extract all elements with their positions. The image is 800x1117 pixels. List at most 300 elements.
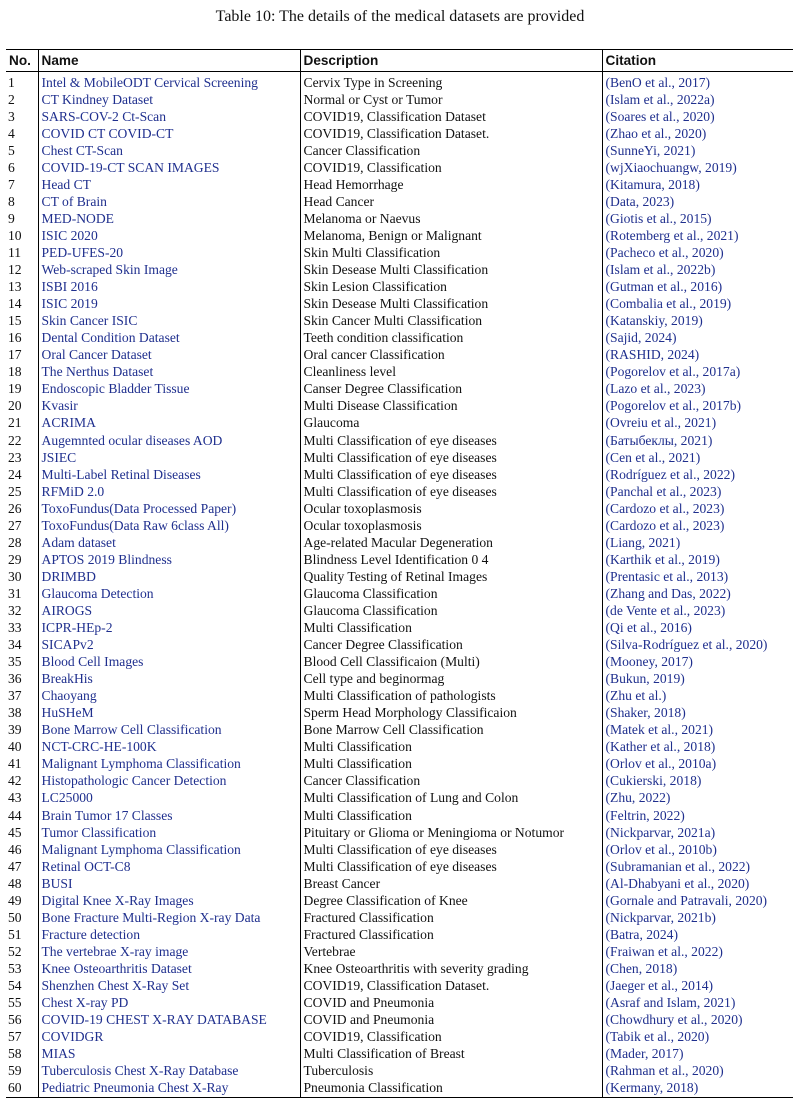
dataset-name[interactable]: Histopathologic Cancer Detection bbox=[38, 773, 300, 790]
table-row bbox=[6, 602, 793, 619]
dataset-description: Normal or Cyst or Tumor bbox=[300, 91, 602, 108]
dataset-name[interactable]: Chaoyang bbox=[38, 688, 300, 705]
row-number: 6 bbox=[8, 159, 15, 175]
table-row bbox=[6, 330, 793, 347]
table-row bbox=[6, 262, 793, 279]
table-row bbox=[6, 892, 793, 909]
dataset-description: Teeth condition classification bbox=[300, 330, 602, 347]
row-number: 14 bbox=[8, 296, 22, 312]
dataset-name[interactable]: RFMiD 2.0 bbox=[38, 483, 300, 500]
dataset-description: Skin Multi Classification bbox=[300, 244, 602, 261]
dataset-description: COVID and Pneumonia bbox=[300, 995, 602, 1012]
dataset-citation[interactable]: (wjXiaochuangw, 2019) bbox=[602, 159, 793, 176]
table-row bbox=[6, 790, 793, 807]
row-number: 44 bbox=[8, 807, 22, 823]
row-number: 38 bbox=[8, 705, 22, 721]
dataset-description: Multi Classification of Lung and Colon bbox=[300, 790, 602, 807]
row-number: 35 bbox=[8, 654, 22, 670]
dataset-description: Multi Classification of eye diseases bbox=[300, 449, 602, 466]
table-row bbox=[6, 517, 793, 534]
dataset-description: Multi Classification of eye diseases bbox=[300, 858, 602, 875]
dataset-citation[interactable]: (Panchal et al., 2023) bbox=[602, 483, 793, 500]
dataset-citation[interactable]: (Nickparvar, 2021b) bbox=[602, 909, 793, 926]
dataset-description: Multi Classification bbox=[300, 807, 602, 824]
dataset-citation[interactable]: (Soares et al., 2020) bbox=[602, 108, 793, 125]
dataset-name[interactable]: The vertebrae X-ray image bbox=[38, 943, 300, 960]
row-number: 16 bbox=[8, 330, 22, 346]
dataset-name[interactable]: Retinal OCT-C8 bbox=[38, 858, 300, 875]
table-row bbox=[6, 347, 793, 364]
row-number: 8 bbox=[8, 193, 15, 209]
dataset-name[interactable]: HuSHeM bbox=[38, 705, 300, 722]
table-row bbox=[6, 671, 793, 688]
dataset-description: Tuberculosis bbox=[300, 1063, 602, 1080]
dataset-citation[interactable]: (Feltrin, 2022) bbox=[602, 807, 793, 824]
dataset-description: Fractured Classification bbox=[300, 926, 602, 943]
table-row bbox=[6, 313, 793, 330]
dataset-description: Skin Desease Multi Classification bbox=[300, 296, 602, 313]
row-number: 33 bbox=[8, 620, 22, 636]
header-no: No. bbox=[9, 53, 31, 68]
dataset-description: Multi Classification bbox=[300, 739, 602, 756]
dataset-name[interactable]: MED-NODE bbox=[38, 210, 300, 227]
dataset-citation[interactable]: (Karthik et al., 2019) bbox=[602, 551, 793, 568]
dataset-description: Vertebrae bbox=[300, 943, 602, 960]
row-number: 7 bbox=[8, 176, 15, 192]
dataset-citation[interactable]: (Gornale and Patravali, 2020) bbox=[602, 892, 793, 909]
dataset-description: Multi Classification of eye diseases bbox=[300, 483, 602, 500]
table-row bbox=[6, 654, 793, 671]
row-number: 30 bbox=[8, 568, 22, 584]
dataset-name[interactable]: COVID-19 CHEST X-RAY DATABASE bbox=[38, 1012, 300, 1029]
row-number: 57 bbox=[8, 1029, 22, 1045]
row-number: 34 bbox=[8, 637, 22, 653]
table-row bbox=[6, 620, 793, 637]
dataset-name[interactable]: ISIC 2019 bbox=[38, 296, 300, 313]
table-row bbox=[6, 568, 793, 585]
dataset-description: Sperm Head Morphology Classificaion bbox=[300, 705, 602, 722]
dataset-citation[interactable]: (Pogorelov et al., 2017b) bbox=[602, 398, 793, 415]
dataset-citation[interactable]: (Jaeger et al., 2014) bbox=[602, 977, 793, 994]
table-row bbox=[6, 244, 793, 261]
row-number: 13 bbox=[8, 279, 22, 295]
dataset-name[interactable]: Web-scraped Skin Image bbox=[38, 262, 300, 279]
row-number: 23 bbox=[8, 449, 22, 465]
dataset-description: Melanoma, Benign or Malignant bbox=[300, 227, 602, 244]
row-number: 42 bbox=[8, 773, 22, 789]
dataset-citation[interactable]: (Prentasic et al., 2013) bbox=[602, 568, 793, 585]
row-number: 31 bbox=[8, 585, 22, 601]
table-body bbox=[6, 72, 793, 1098]
dataset-name[interactable]: Blood Cell Images bbox=[38, 654, 300, 671]
dataset-citation[interactable]: (Batra, 2024) bbox=[602, 926, 793, 943]
dataset-name[interactable]: COVIDGR bbox=[38, 1029, 300, 1046]
table-row bbox=[6, 807, 793, 824]
table-row bbox=[6, 1063, 793, 1080]
table-row bbox=[6, 977, 793, 994]
table-row bbox=[6, 176, 793, 193]
dataset-name[interactable]: Intel & MobileODT Cervical Screening bbox=[38, 72, 300, 92]
dataset-name[interactable]: JSIEC bbox=[38, 449, 300, 466]
dataset-name[interactable]: NCT-CRC-HE-100K bbox=[38, 739, 300, 756]
table-row bbox=[6, 909, 793, 926]
table-row bbox=[6, 858, 793, 875]
dataset-description: Cell type and beginormag bbox=[300, 671, 602, 688]
dataset-citation[interactable]: (Zhu et al.) bbox=[602, 688, 793, 705]
dataset-citation[interactable]: (Giotis et al., 2015) bbox=[602, 210, 793, 227]
row-number: 25 bbox=[8, 483, 22, 499]
dataset-description: Multi Classification of pathologists bbox=[300, 688, 602, 705]
dataset-citation[interactable]: (Al-Dhabyani et al., 2020) bbox=[602, 875, 793, 892]
row-number: 28 bbox=[8, 534, 22, 550]
dataset-name[interactable]: Malignant Lymphoma Classification bbox=[38, 756, 300, 773]
dataset-name[interactable]: Chest X-ray PD bbox=[38, 995, 300, 1012]
dataset-citation[interactable]: (Cardozo et al., 2023) bbox=[602, 517, 793, 534]
table-row bbox=[6, 739, 793, 756]
dataset-description: Glaucoma Classification bbox=[300, 585, 602, 602]
dataset-citation[interactable]: (Matek et al., 2021) bbox=[602, 722, 793, 739]
row-number: 5 bbox=[8, 142, 15, 158]
table-row bbox=[6, 483, 793, 500]
row-number: 56 bbox=[8, 1012, 22, 1028]
dataset-citation[interactable]: (BenO et al., 2017) bbox=[602, 72, 793, 92]
dataset-description: Head Hemorrhage bbox=[300, 176, 602, 193]
dataset-description: Multi Disease Classification bbox=[300, 398, 602, 415]
dataset-citation[interactable]: (Pogorelov et al., 2017a) bbox=[602, 364, 793, 381]
dataset-description: Ocular toxoplasmosis bbox=[300, 500, 602, 517]
row-number: 4 bbox=[8, 125, 15, 141]
dataset-description: Blindness Level Identification 0 4 bbox=[300, 551, 602, 568]
row-number: 36 bbox=[8, 671, 22, 687]
table-row bbox=[6, 210, 793, 227]
dataset-citation[interactable]: (Zhu, 2022) bbox=[602, 790, 793, 807]
dataset-name[interactable]: COVID-19-CT SCAN IMAGES bbox=[38, 159, 300, 176]
dataset-citation[interactable]: (Fraiwan et al., 2022) bbox=[602, 943, 793, 960]
dataset-citation[interactable]: (Islam et al., 2022a) bbox=[602, 91, 793, 108]
row-number: 49 bbox=[8, 892, 22, 908]
row-number: 27 bbox=[8, 517, 22, 533]
dataset-citation[interactable]: (Kitamura, 2018) bbox=[602, 176, 793, 193]
dataset-description: Pneumonia Classification bbox=[300, 1080, 602, 1098]
table-row bbox=[6, 125, 793, 142]
table-row bbox=[6, 688, 793, 705]
table-row bbox=[6, 551, 793, 568]
row-number: 10 bbox=[8, 227, 22, 243]
dataset-description: Multi Classification bbox=[300, 620, 602, 637]
header-name: Name bbox=[38, 50, 300, 72]
row-number: 15 bbox=[8, 313, 22, 329]
dataset-name[interactable]: ISIC 2020 bbox=[38, 227, 300, 244]
dataset-citation[interactable]: (Gutman et al., 2016) bbox=[602, 279, 793, 296]
dataset-name[interactable]: ToxoFundus(Data Processed Paper) bbox=[38, 500, 300, 517]
row-number: 47 bbox=[8, 858, 22, 874]
table-row bbox=[6, 824, 793, 841]
dataset-name[interactable]: Digital Knee X-Ray Images bbox=[38, 892, 300, 909]
row-number: 22 bbox=[8, 432, 22, 448]
dataset-name[interactable]: MIAS bbox=[38, 1046, 300, 1063]
dataset-citation[interactable]: (Cen et al., 2021) bbox=[602, 449, 793, 466]
table-row bbox=[6, 381, 793, 398]
dataset-name[interactable]: Glaucoma Detection bbox=[38, 585, 300, 602]
dataset-name[interactable]: Bone Fracture Multi-Region X-ray Data bbox=[38, 909, 300, 926]
row-number: 60 bbox=[8, 1080, 22, 1096]
dataset-description: Ocular toxoplasmosis bbox=[300, 517, 602, 534]
row-number: 19 bbox=[8, 381, 22, 397]
header-citation: Citation bbox=[602, 50, 793, 72]
dataset-name[interactable]: Fracture detection bbox=[38, 926, 300, 943]
dataset-name[interactable]: AIROGS bbox=[38, 602, 300, 619]
dataset-description: Cancer Degree Classification bbox=[300, 637, 602, 654]
row-number: 1 bbox=[8, 74, 15, 90]
row-number: 45 bbox=[8, 824, 22, 840]
dataset-description: Multi Classification bbox=[300, 756, 602, 773]
dataset-name[interactable]: COVID CT COVID-CT bbox=[38, 125, 300, 142]
table-row bbox=[6, 773, 793, 790]
dataset-citation[interactable]: (Ovreiu et al., 2021) bbox=[602, 415, 793, 432]
dataset-citation[interactable]: (Islam et al., 2022b) bbox=[602, 262, 793, 279]
dataset-description: Quality Testing of Retinal Images bbox=[300, 568, 602, 585]
row-number: 39 bbox=[8, 722, 22, 738]
dataset-name[interactable]: SARS-COV-2 Ct-Scan bbox=[38, 108, 300, 125]
table-row bbox=[6, 398, 793, 415]
dataset-name[interactable]: Kvasir bbox=[38, 398, 300, 415]
dataset-name[interactable]: Dental Condition Dataset bbox=[38, 330, 300, 347]
row-number: 32 bbox=[8, 602, 22, 618]
row-number: 55 bbox=[8, 995, 22, 1011]
dataset-citation[interactable]: (Rodríguez et al., 2022) bbox=[602, 466, 793, 483]
dataset-description: Bone Marrow Cell Classification bbox=[300, 722, 602, 739]
dataset-description: Canser Degree Classification bbox=[300, 381, 602, 398]
table-row bbox=[6, 1080, 793, 1098]
dataset-description: Skin Cancer Multi Classification bbox=[300, 313, 602, 330]
dataset-citation[interactable]: (Chen, 2018) bbox=[602, 960, 793, 977]
dataset-citation[interactable]: (Liang, 2021) bbox=[602, 534, 793, 551]
dataset-name[interactable]: SICAPv2 bbox=[38, 637, 300, 654]
dataset-citation[interactable]: (Mooney, 2017) bbox=[602, 654, 793, 671]
table-row bbox=[6, 108, 793, 125]
row-number: 51 bbox=[8, 926, 22, 942]
dataset-name[interactable]: Skin Cancer ISIC bbox=[38, 313, 300, 330]
dataset-citation[interactable]: (Zhao et al., 2020) bbox=[602, 125, 793, 142]
dataset-citation[interactable]: (Orlov et al., 2010b) bbox=[602, 841, 793, 858]
row-number: 3 bbox=[8, 108, 15, 124]
table-row bbox=[6, 995, 793, 1012]
dataset-name[interactable]: Adam dataset bbox=[38, 534, 300, 551]
dataset-description: Cancer Classification bbox=[300, 773, 602, 790]
dataset-name[interactable]: BreakHis bbox=[38, 671, 300, 688]
table-row bbox=[6, 943, 793, 960]
dataset-name[interactable]: ACRIMA bbox=[38, 415, 300, 432]
row-number: 9 bbox=[8, 210, 15, 226]
table-row bbox=[6, 193, 793, 210]
dataset-citation[interactable]: (Zhang and Das, 2022) bbox=[602, 585, 793, 602]
dataset-name[interactable]: PED-UFES-20 bbox=[38, 244, 300, 261]
dataset-name[interactable]: ICPR-HEp-2 bbox=[38, 620, 300, 637]
dataset-description: Glaucoma bbox=[300, 415, 602, 432]
dataset-description: Glaucoma Classification bbox=[300, 602, 602, 619]
table-row bbox=[6, 91, 793, 108]
table-caption: Table 10: The details of the medical datasets are provided bbox=[215, 8, 585, 25]
dataset-name[interactable]: Knee Osteoarthritis Dataset bbox=[38, 960, 300, 977]
table-row bbox=[6, 72, 793, 92]
dataset-name[interactable]: LC25000 bbox=[38, 790, 300, 807]
dataset-name[interactable]: BUSI bbox=[38, 875, 300, 892]
dataset-citation[interactable]: (Chowdhury et al., 2020) bbox=[602, 1012, 793, 1029]
dataset-description: Multi Classification of eye diseases bbox=[300, 466, 602, 483]
dataset-name[interactable]: Endoscopic Bladder Tissue bbox=[38, 381, 300, 398]
dataset-citation[interactable]: (Data, 2023) bbox=[602, 193, 793, 210]
dataset-citation[interactable]: (Combalia et al., 2019) bbox=[602, 296, 793, 313]
row-number: 59 bbox=[8, 1063, 22, 1079]
table-row bbox=[6, 534, 793, 551]
row-number: 24 bbox=[8, 466, 22, 482]
table-row bbox=[6, 722, 793, 739]
dataset-description: Cancer Classification bbox=[300, 142, 602, 159]
dataset-citation[interactable]: (Orlov et al., 2010a) bbox=[602, 756, 793, 773]
dataset-name[interactable]: Bone Marrow Cell Classification bbox=[38, 722, 300, 739]
table-row bbox=[6, 705, 793, 722]
dataset-description: Pituitary or Glioma or Meningioma or Notumor bbox=[300, 824, 602, 841]
table-row bbox=[6, 637, 793, 654]
row-number: 48 bbox=[8, 875, 22, 891]
header-row bbox=[6, 50, 793, 72]
dataset-citation[interactable]: (SunneYi, 2021) bbox=[602, 142, 793, 159]
table-row bbox=[6, 227, 793, 244]
table-row bbox=[6, 756, 793, 773]
row-number: 11 bbox=[8, 244, 22, 260]
table-row bbox=[6, 875, 793, 892]
dataset-citation[interactable]: (Nickparvar, 2021a) bbox=[602, 824, 793, 841]
dataset-description: COVID19, Classification Dataset bbox=[300, 108, 602, 125]
dataset-citation[interactable]: (Pacheco et al., 2020) bbox=[602, 244, 793, 261]
table-row bbox=[6, 432, 793, 449]
dataset-description: COVID19, Classification Dataset. bbox=[300, 125, 602, 142]
dataset-citation[interactable]: (Rotemberg et al., 2021) bbox=[602, 227, 793, 244]
dataset-citation[interactable]: (Rahman et al., 2020) bbox=[602, 1063, 793, 1080]
dataset-name[interactable]: ToxoFundus(Data Raw 6class All) bbox=[38, 517, 300, 534]
dataset-description: COVID19, Classification bbox=[300, 159, 602, 176]
row-number: 52 bbox=[8, 943, 22, 959]
row-number: 17 bbox=[8, 347, 22, 363]
dataset-description: Skin Lesion Classification bbox=[300, 279, 602, 296]
dataset-name[interactable]: ISBI 2016 bbox=[38, 279, 300, 296]
table-header bbox=[6, 50, 793, 72]
dataset-citation[interactable]: (Kather et al., 2018) bbox=[602, 739, 793, 756]
table-row bbox=[6, 364, 793, 381]
dataset-citation[interactable]: (de Vente et al., 2023) bbox=[602, 602, 793, 619]
dataset-citation[interactable]: (Sajid, 2024) bbox=[602, 330, 793, 347]
row-number: 54 bbox=[8, 978, 22, 993]
table-row bbox=[6, 159, 793, 176]
table-row bbox=[6, 1046, 793, 1063]
dataset-name[interactable]: Tuberculosis Chest X-Ray Database bbox=[38, 1063, 300, 1080]
dataset-name[interactable]: CT Kindney Dataset bbox=[38, 91, 300, 108]
dataset-name[interactable]: Brain Tumor 17 Classes bbox=[38, 807, 300, 824]
dataset-name[interactable]: The Nerthus Dataset bbox=[38, 364, 300, 381]
row-number: 26 bbox=[8, 500, 22, 516]
dataset-citation[interactable]: (Mader, 2017) bbox=[602, 1046, 793, 1063]
dataset-name[interactable]: Oral Cancer Dataset bbox=[38, 347, 300, 364]
dataset-citation[interactable]: (Tabik et al., 2020) bbox=[602, 1029, 793, 1046]
dataset-description: Cleanliness level bbox=[300, 364, 602, 381]
dataset-description: Skin Desease Multi Classification bbox=[300, 262, 602, 279]
dataset-name[interactable]: Head CT bbox=[38, 176, 300, 193]
dataset-citation[interactable]: (Lazo et al., 2023) bbox=[602, 381, 793, 398]
table-row bbox=[6, 415, 793, 432]
table-row bbox=[6, 585, 793, 602]
dataset-description: Head Cancer bbox=[300, 193, 602, 210]
dataset-name[interactable]: CT of Brain bbox=[38, 193, 300, 210]
dataset-description: Multi Classification of eye diseases bbox=[300, 841, 602, 858]
dataset-description: Melanoma or Naevus bbox=[300, 210, 602, 227]
dataset-name[interactable]: Shenzhen Chest X-Ray Set bbox=[38, 977, 300, 994]
table-row bbox=[6, 296, 793, 313]
dataset-description: Degree Classification of Knee bbox=[300, 892, 602, 909]
dataset-name[interactable]: Pediatric Pneumonia Chest X-Ray bbox=[38, 1080, 300, 1098]
dataset-name[interactable]: DRIMBD bbox=[38, 568, 300, 585]
row-number: 18 bbox=[8, 364, 22, 380]
row-number: 41 bbox=[8, 756, 22, 772]
dataset-name[interactable]: APTOS 2019 Blindness bbox=[38, 551, 300, 568]
dataset-name[interactable]: Multi-Label Retinal Diseases bbox=[38, 466, 300, 483]
dataset-description: Blood Cell Classificaion (Multi) bbox=[300, 654, 602, 671]
dataset-citation[interactable]: (Subramanian et al., 2022) bbox=[602, 858, 793, 875]
row-number: 53 bbox=[8, 960, 22, 976]
dataset-description: Fractured Classification bbox=[300, 909, 602, 926]
dataset-citation[interactable]: (Katanskiy, 2019) bbox=[602, 313, 793, 330]
dataset-description: COVID19, Classification Dataset. bbox=[300, 977, 602, 994]
row-number: 58 bbox=[8, 1046, 22, 1062]
datasets-table bbox=[6, 49, 793, 1098]
dataset-name[interactable]: Chest CT-Scan bbox=[38, 142, 300, 159]
table-row bbox=[6, 960, 793, 977]
row-number: 37 bbox=[8, 688, 22, 704]
dataset-citation[interactable]: (Kermany, 2018) bbox=[602, 1080, 793, 1098]
row-number: 12 bbox=[8, 262, 22, 278]
dataset-description: Cervix Type in Screening bbox=[300, 72, 602, 92]
dataset-description: Age-related Macular Degeneration bbox=[300, 534, 602, 551]
dataset-description: Multi Classification of eye diseases bbox=[300, 432, 602, 449]
row-number: 40 bbox=[8, 739, 22, 755]
row-number: 2 bbox=[8, 91, 15, 107]
row-number: 50 bbox=[8, 909, 22, 925]
dataset-citation[interactable]: (Cukierski, 2018) bbox=[602, 773, 793, 790]
table-row bbox=[6, 1012, 793, 1029]
table-row bbox=[6, 449, 793, 466]
dataset-citation[interactable]: (Cardozo et al., 2023) bbox=[602, 500, 793, 517]
dataset-citation[interactable]: (Silva-Rodríguez et al., 2020) bbox=[602, 637, 793, 654]
dataset-name[interactable]: Augemnted ocular diseases AOD bbox=[38, 432, 300, 449]
dataset-description: Multi Classification of Breast bbox=[300, 1046, 602, 1063]
dataset-citation[interactable]: (RASHID, 2024) bbox=[602, 347, 793, 364]
row-number: 20 bbox=[8, 398, 22, 414]
row-number: 43 bbox=[8, 790, 22, 806]
dataset-citation[interactable]: (Bukun, 2019) bbox=[602, 671, 793, 688]
table-row bbox=[6, 279, 793, 296]
dataset-citation[interactable]: (Shaker, 2018) bbox=[602, 705, 793, 722]
table-row bbox=[6, 466, 793, 483]
dataset-citation[interactable]: (Qi et al., 2016) bbox=[602, 620, 793, 637]
header-description: Description bbox=[300, 50, 602, 72]
dataset-description: COVID and Pneumonia bbox=[300, 1012, 602, 1029]
dataset-citation[interactable]: (Asraf and Islam, 2021) bbox=[602, 995, 793, 1012]
dataset-description: Knee Osteoarthritis with severity grading bbox=[300, 960, 602, 977]
dataset-name[interactable]: Malignant Lymphoma Classification bbox=[38, 841, 300, 858]
dataset-description: COVID19, Classification bbox=[300, 1029, 602, 1046]
dataset-citation[interactable]: (Батыбеклы, 2021) bbox=[602, 432, 793, 449]
dataset-description: Oral cancer Classification bbox=[300, 347, 602, 364]
dataset-name[interactable]: Tumor Classification bbox=[38, 824, 300, 841]
